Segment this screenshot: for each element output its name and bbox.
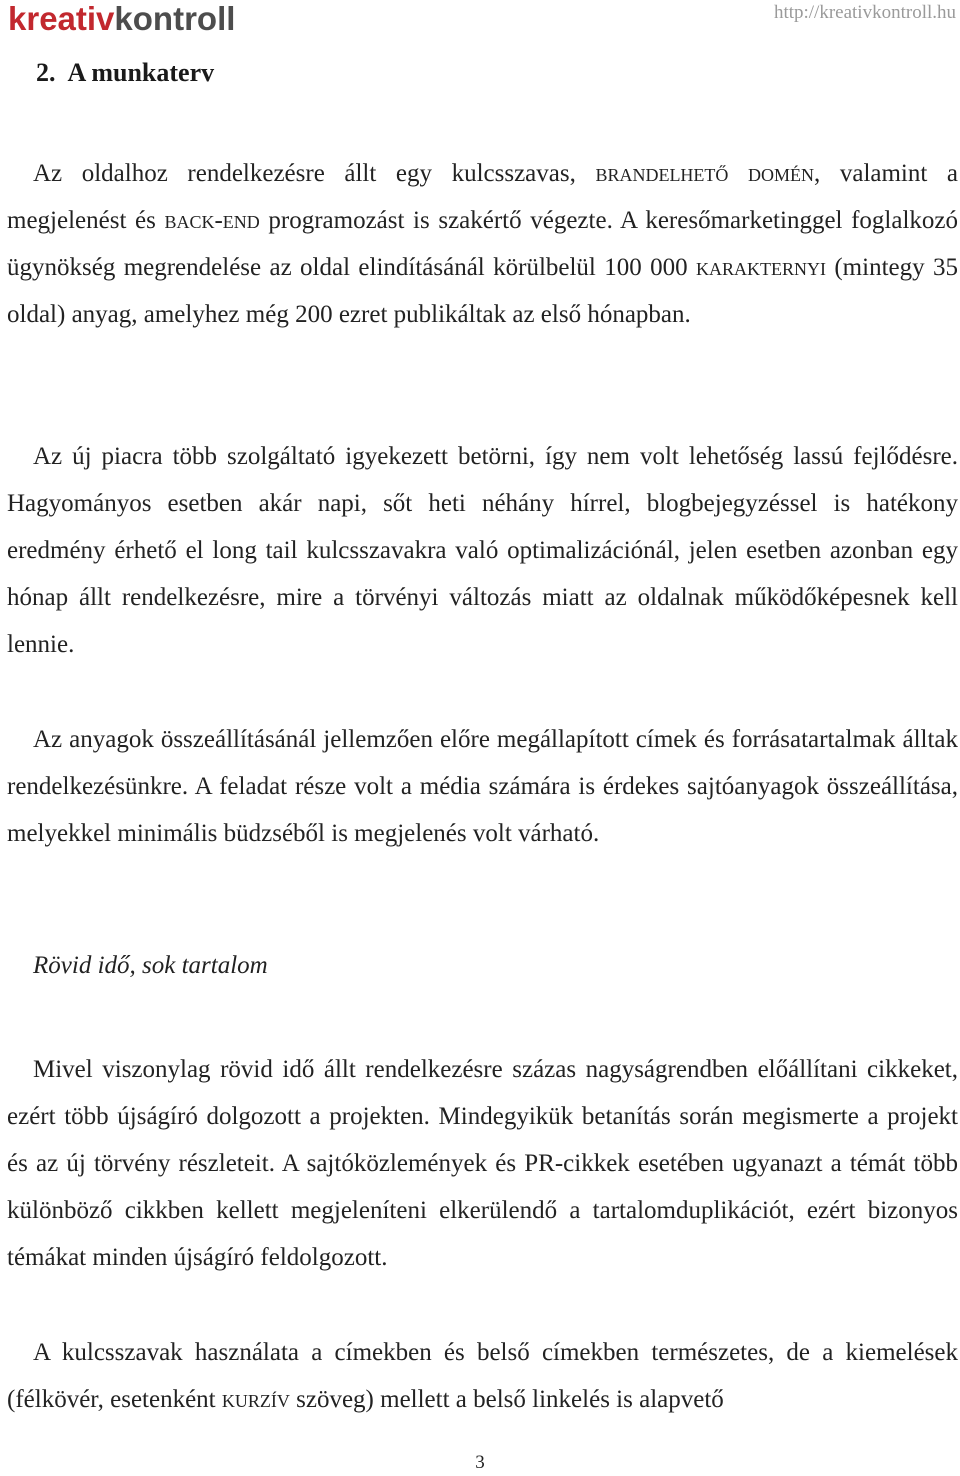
- p1-text-1: Az oldalhoz rendelkezésre állt egy kulcsszavas,: [33, 160, 596, 187]
- p5-text-2: szöveg) mellett a belső linkelés is alapvető: [289, 1386, 724, 1413]
- chapter-heading: [36, 58, 214, 88]
- chapter-title: A munkaterv: [67, 58, 215, 87]
- paragraph-5: [7, 1329, 958, 1423]
- p1-text-4: (mintegy 35 oldal) anyag, amelyhez még 200 ezret publikáltak az első hónapban.: [7, 254, 958, 328]
- logo-word-kontroll: kontroll: [114, 0, 236, 37]
- paragraph-2: Az új piacra több szolgáltató igyekezett betörni, így nem volt lehetőség lassú fejlődésre. Hagyományos esetben akár napi, sőt heti néhány hírrel, blogbejegyzéssel is hatékony eredmény érhető el long tail kulcsszavakra való optimalizációnál, jelen esetben azonban egy hónap állt rendelkezésre, mire a törvényi változás miatt az oldalnak működőképesnek kell lennie.: [7, 443, 958, 658]
- p1-text-3: programozást is szakértő végezte. A keresőmarketinggel foglalkozó ügynökség megrendelése az oldal elindításánál körülbelül 100 000: [7, 207, 958, 281]
- logo-word-kreativ: kreativ: [8, 0, 115, 37]
- p1-smallcaps-1: brandelhető domén: [595, 160, 815, 187]
- brand-logo: [8, 0, 235, 40]
- header-url: http://kreativkontroll.hu: [773, 2, 956, 23]
- chapter-number: 2.: [36, 58, 56, 87]
- subheading: Rövid idő, sok tartalom: [33, 952, 268, 979]
- p5-text-1: A kulcsszavak használata a címekben és belső címekben természetes, de a kiemelések (félkövér, esetenként: [7, 1339, 958, 1413]
- paragraph-4: Mivel viszonylag rövid idő állt rendelkezésre százas nagyságrendben előállítani cikkeket, ezért több újságíró dolgozott a projekten. Mindegyikük betanítás során megismerte a projekt és az új törvény részleteit. A sajtóközlemények és PR-cikkek esetében ugyanazt a témát több különböző cikkben kellett megjeleníteni elkerülendő a tartalomduplikációt, ezért bizonyos témákat minden újságíró feldolgozott.: [7, 1056, 958, 1271]
- paragraph-1: [7, 150, 958, 338]
- p1-smallcaps-2: back-end: [164, 207, 260, 234]
- page-number: 3: [475, 1452, 485, 1473]
- p1-smallcaps-3: karakternyi: [695, 254, 826, 281]
- p1-text-2: , valamint a megjelenést és: [7, 160, 959, 234]
- p5-smallcaps-1: kurzív: [221, 1386, 290, 1413]
- paragraph-3: Az anyagok összeállításánál jellemzően előre megállapított címek és forrásatartalmak álltak rendelkezésünkre. A feladat része volt a média számára is érdekes sajtóanyagok összeállítása, melyekkel minimális büdzséből is megjelenés volt várható.: [7, 726, 958, 847]
